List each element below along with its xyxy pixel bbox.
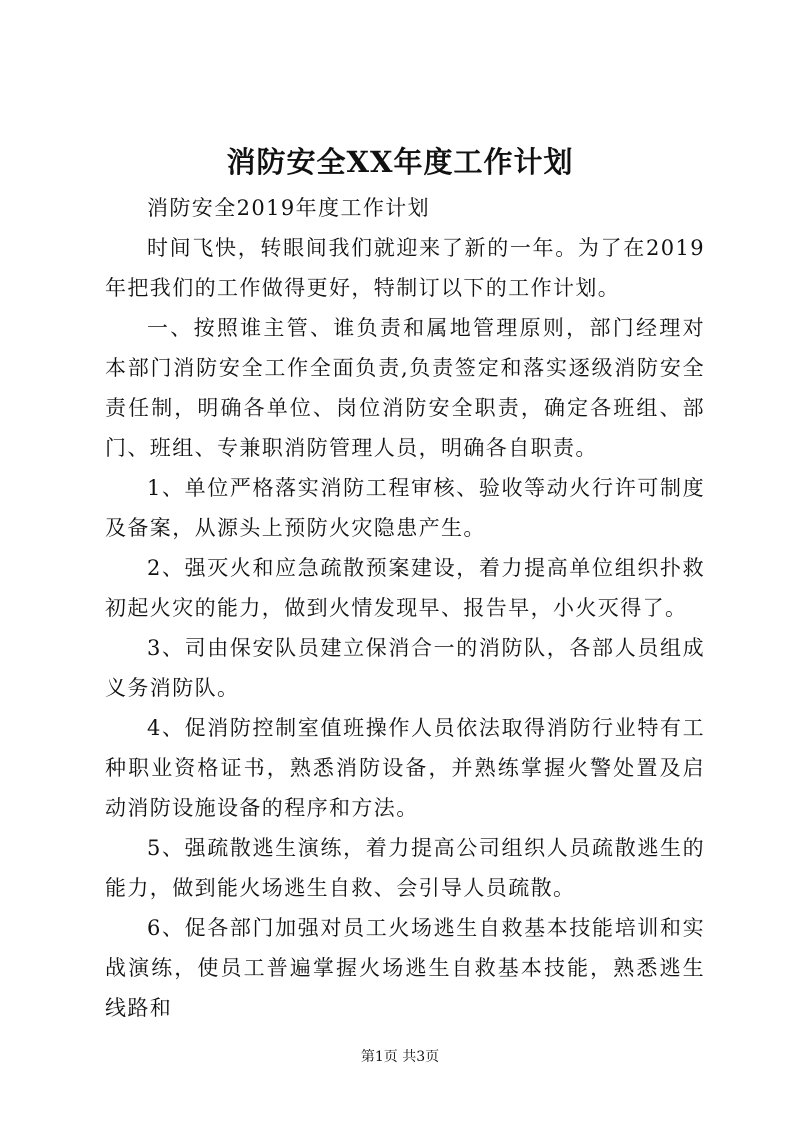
paragraph-item-2: 2、强灭火和应急疏散预案建设，着力提高单位组织扑救初起火灾的能力，做到火情发现早、报告早，小火灭得了。 xyxy=(105,556,705,620)
paragraph-subtitle: 消防安全2019年度工作计划 xyxy=(147,196,431,220)
document-body xyxy=(105,188,705,1028)
paragraph-item-4: 4、促消防控制室值班操作人员依法取得消防行业特有工种职业资格证书，熟悉消防设备，并熟练掌握火警处置及启动消防设施设备的程序和方法。 xyxy=(105,716,705,820)
paragraph-item-5: 5、强疏散逃生演练，着力提高公司组织人员疏散逃生的能力，做到能火场逃生自救、会引导人员疏散。 xyxy=(105,836,705,900)
paragraph-item-3: 3、司由保安队员建立保消合一的消防队，各部人员组成义务消防队。 xyxy=(105,636,705,700)
page-footer: 第1页 共3页 xyxy=(360,1049,440,1065)
paragraph-intro: 时间飞快，转眼间我们就迎来了新的一年。为了在2019年把我们的工作做得更好，特制订以下的工作计划。 xyxy=(105,236,705,300)
document-title: 消防安全XX年度工作计划 xyxy=(226,145,574,179)
paragraph-item-6: 6、促各部门加强对员工火场逃生自救基本技能培训和实战演练，使员工普遍掌握火场逃生自救基本技能，熟悉逃生线路和 xyxy=(105,916,705,1020)
paragraph-section-one: 一、按照谁主管、谁负责和属地管理原则，部门经理对本部门消防安全工作全面负责,负责签定和落实逐级消防安全责任制，明确各单位、岗位消防安全职责，确定各班组、部门、班组、专兼职消防管理人员，明确各自职责。 xyxy=(105,316,705,460)
paragraph-item-1: 1、单位严格落实消防工程审核、验收等动火行许可制度及备案，从源头上预防火灾隐患产生。 xyxy=(105,476,705,540)
